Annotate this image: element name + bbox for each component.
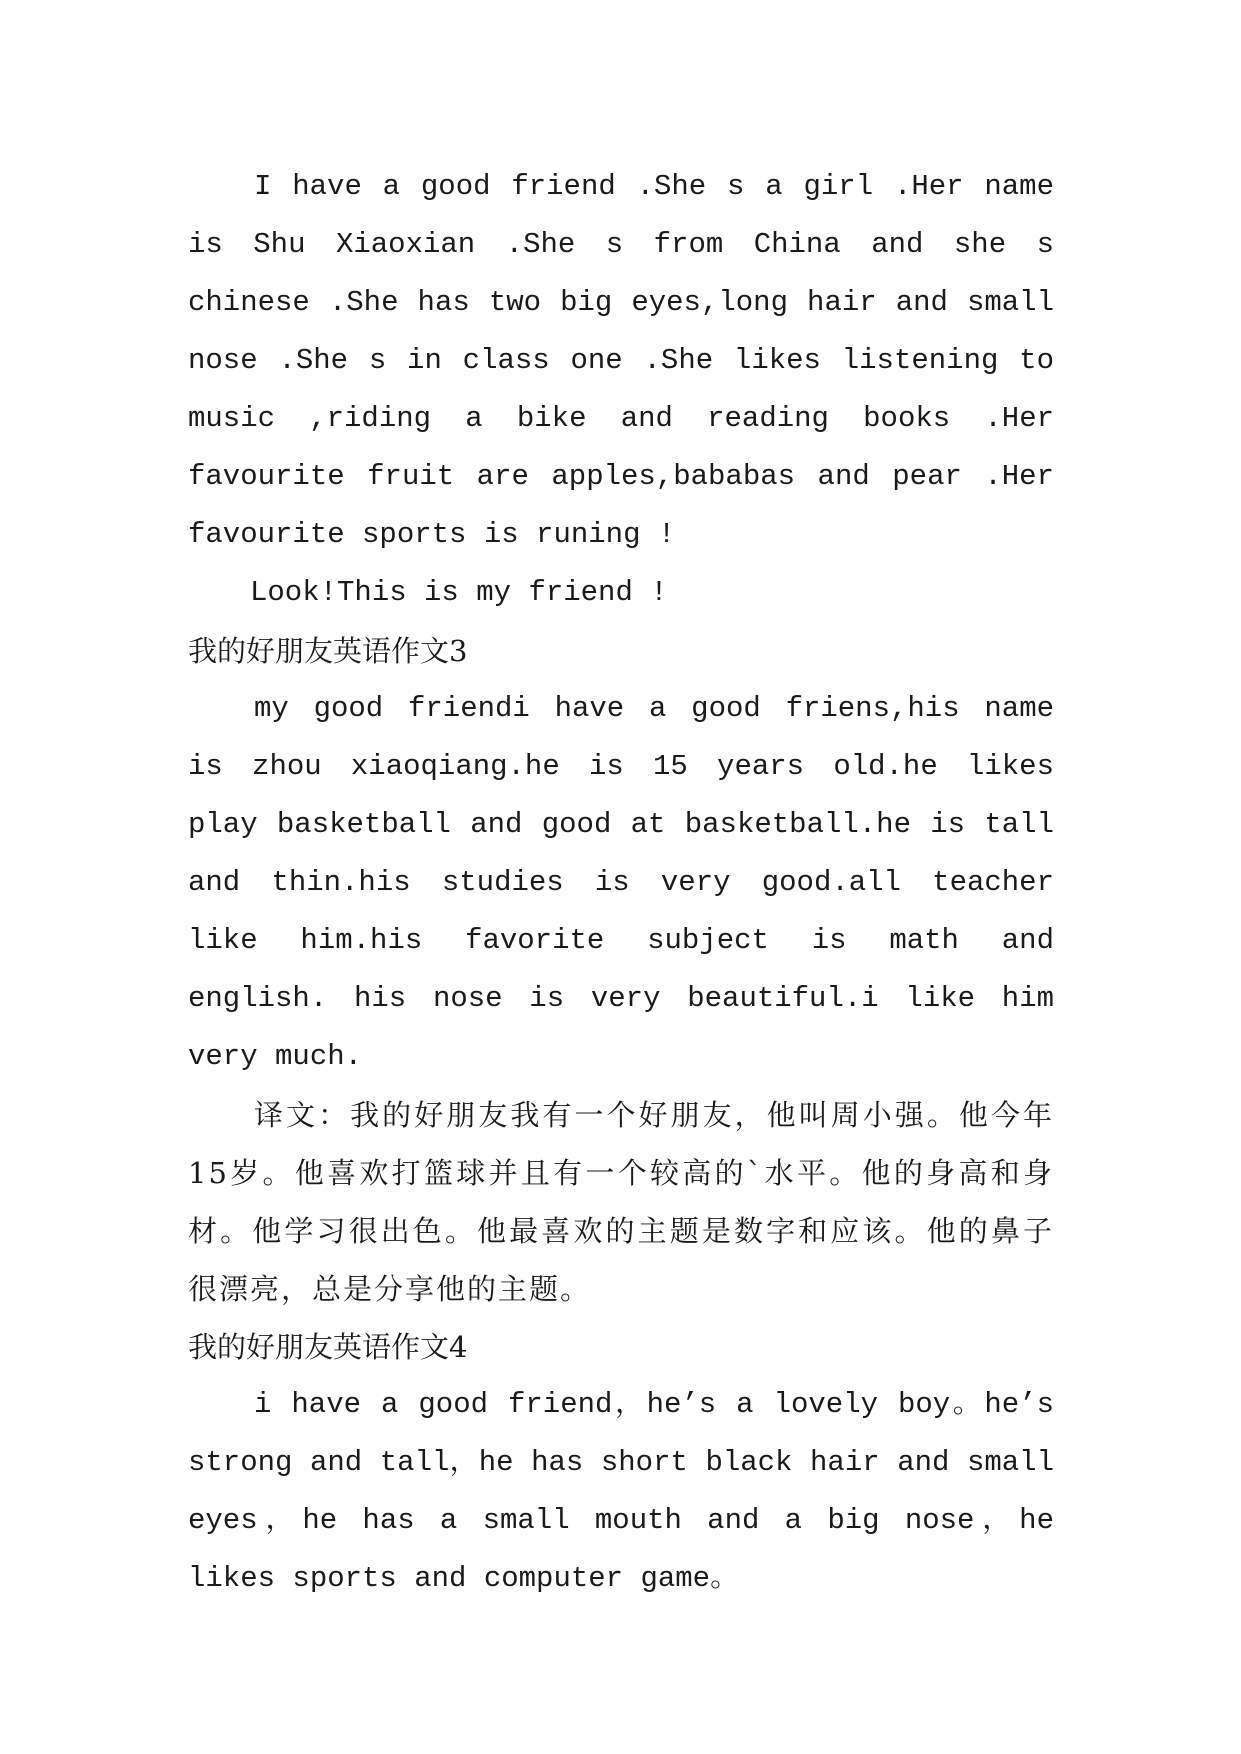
- section-heading: 我的好朋友英语作文4: [188, 1330, 468, 1364]
- translation-paragraph: 译文：我的好朋友我有一个好朋友，他叫周小强。他今年15岁。他喜欢打篮球并且有一个较高的`水平。他的身高和身材。他学习很出色。他最喜欢的主题是数字和应该。他的鼻子很漂亮，总是分享他的主题。: [188, 1098, 1054, 1306]
- essay-paragraph: I have a good friend .She s a girl .Her name is Shu Xiaoxian .She s from China and she s chinese .She has two big eyes,long hair and small nose .She s in class one .She likes listening to music ,riding a bike and reading books .Her favourite fruit are apples,bababas and pear .Her favourite sports is runing !: [188, 170, 1054, 551]
- section-heading: 我的好朋友英语作文3: [188, 634, 468, 668]
- essay-paragraph: my good friendi have a good friens,his name is zhou xiaoqiang.he is 15 years old.he likes play basketball and good at basketball.he is tall and thin.his studies is very good.all teacher like him.his favorite subject is math and english. his nose is very beautiful.i like him very much.: [188, 692, 1054, 1073]
- document-page: [188, 158, 1054, 1608]
- essay-paragraph: i have a good friend，he’s a lovely boy。he’s strong and tall，he has short black hair and small eyes，he has a small mouth and a big nose，he likes sports and computer game。: [188, 1388, 1054, 1595]
- essay-paragraph: Look!This is my friend !: [250, 576, 668, 609]
